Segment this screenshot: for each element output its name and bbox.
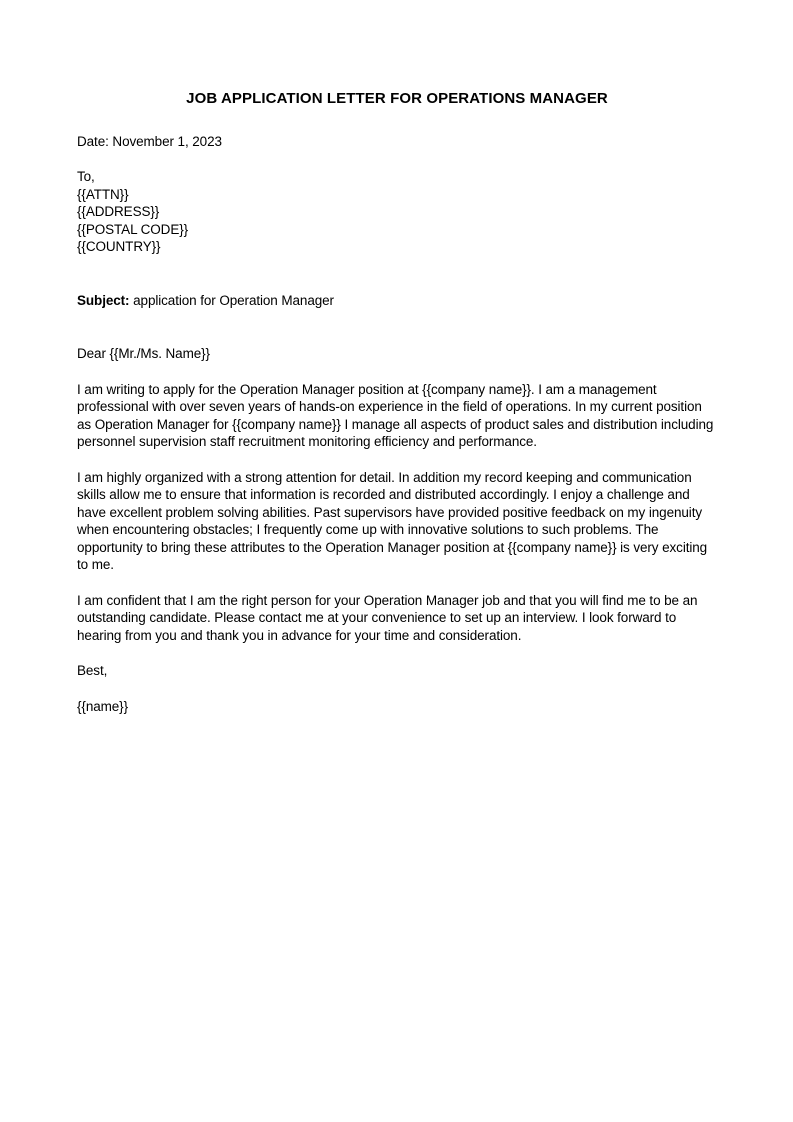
recipient-line-country: {{COUNTRY}} xyxy=(77,239,161,254)
subject-label: Subject: xyxy=(77,292,130,308)
signature-placeholder: {{name}} xyxy=(77,698,129,714)
recipient-line-attn: {{ATTN}} xyxy=(77,186,129,202)
body-paragraph-1: I am writing to apply for the Operation Manager position at {{company name}}. I am a management professional with over seven years of hands-on experience in the field of operations. In my current position as Operation Manager for {{company name}} I manage all aspects of product sales and distribution including personnel supervision staff recruitment monitoring efficiency and performance. xyxy=(77,381,714,449)
document-title: JOB APPLICATION LETTER FOR OPERATIONS MANAGER xyxy=(186,90,608,107)
recipient-line-address: {{ADDRESS}} xyxy=(77,204,160,219)
subject-line xyxy=(77,292,717,310)
recipient-line-postal-code: {{POSTAL CODE}} xyxy=(77,221,189,237)
salutation: Dear {{Mr./Ms. Name}} xyxy=(77,346,210,361)
date-line: Date: November 1, 2023 xyxy=(77,134,222,149)
recipient-line-to: To, xyxy=(77,169,95,184)
body-paragraph-3: I am confident that I am the right person for your Operation Manager job and that you will find me to be an outstanding candidate. Please contact me at your convenience to set up an interview. I look forward to hearing from you and thank you in advance for your time and consideration. xyxy=(77,592,698,643)
subject-text: application for Operation Manager xyxy=(133,292,334,308)
recipient-block xyxy=(77,168,717,256)
closing: Best, xyxy=(77,663,108,678)
body-paragraph-2: I am highly organized with a strong attention for detail. In addition my record keeping and communication skills allow me to ensure that information is recorded and distributed accordingly. I enjoy a challenge and have excellent problem solving abilities. Past supervisors have provided positive feedback on my ingenuity when encountering obstacles; I frequently come up with innovative solutions to such problems. The opportunity to bring these attributes to the Operation Manager position at {{company name}} is very exciting to me. xyxy=(77,469,708,572)
